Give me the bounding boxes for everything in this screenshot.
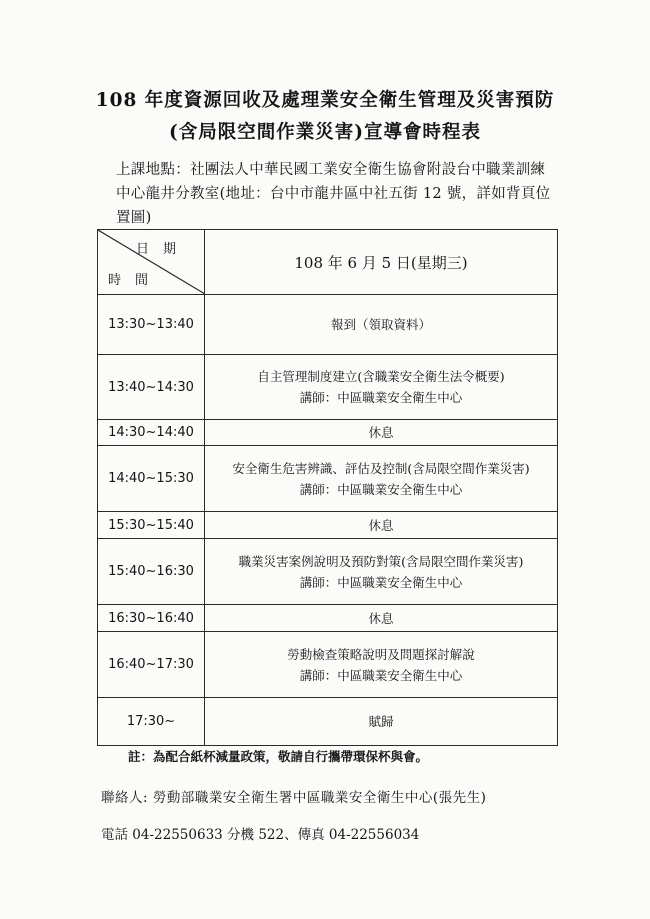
time-cell: 15:40~16:30 xyxy=(98,539,205,605)
time-cell: 17:30~ xyxy=(98,698,205,746)
table-row xyxy=(98,420,558,446)
table-row xyxy=(98,512,558,539)
time-cell: 14:30~14:40 xyxy=(98,420,205,446)
time-cell: 16:30~16:40 xyxy=(98,605,205,632)
topic-text: 賦歸 xyxy=(368,714,394,729)
document-title-line2: (含局限空間作業災害)宣導會時程表 xyxy=(168,122,481,143)
corner-date-label: 日期 xyxy=(135,242,190,257)
table-row xyxy=(98,632,558,698)
table-row xyxy=(98,605,558,632)
note-text: 註：為配合紙杯減量政策，敬請自行攜帶環保杯與會。 xyxy=(128,749,429,764)
topic-cell xyxy=(205,295,558,355)
topic-text: 職業災害案例說明及預防對策(含局限空間作業災害) xyxy=(238,553,524,569)
document-title-line1: 108 年度資源回收及處理業安全衛生管理及災害預防 xyxy=(95,90,555,111)
contact-text: 聯絡人: 勞動部職業安全衛生署中區職業安全衛生中心(張先生) xyxy=(101,790,487,806)
topic-cell xyxy=(205,632,558,698)
corner-time-label: 時間 xyxy=(108,273,163,288)
time-cell: 13:40~14:30 xyxy=(98,355,205,420)
schedule-table xyxy=(97,229,558,746)
table-row xyxy=(98,698,558,746)
topic-text: 休息 xyxy=(368,517,394,533)
topic-text: 勞動檢查策略說明及問題探討解說 xyxy=(287,646,475,662)
date-cell: 108 年 6 月 5 日(星期三) xyxy=(205,230,558,295)
phone-text: 電話 04-22550633 分機 522、傳真 04-22556034 xyxy=(101,827,420,843)
table-header-row xyxy=(98,230,558,295)
table-row xyxy=(98,446,558,512)
lecturer-text: 講師：中區職業安全衛生中心 xyxy=(299,667,463,683)
table-row xyxy=(98,295,558,355)
topic-text: 休息 xyxy=(368,610,394,626)
time-cell: 15:30~15:40 xyxy=(98,512,205,539)
topic-text: 自主管理制度建立(含職業安全衛生法令概要) xyxy=(257,369,505,384)
topic-text: 休息 xyxy=(368,425,394,440)
table-row xyxy=(98,355,558,420)
topic-cell xyxy=(205,698,558,746)
time-cell: 14:40~15:30 xyxy=(98,446,205,512)
topic-cell xyxy=(205,605,558,632)
lecturer-text: 講師：中區職業安全衛生中心 xyxy=(299,481,463,497)
topic-cell xyxy=(205,355,558,420)
topic-text: 安全衛生危害辨識、評估及控制(含局限空間作業災害) xyxy=(232,460,530,476)
time-cell: 13:30~13:40 xyxy=(98,295,205,355)
topic-cell xyxy=(205,446,558,512)
lecturer-text: 講師：中區職業安全衛生中心 xyxy=(299,574,463,590)
topic-cell xyxy=(205,539,558,605)
time-cell: 16:40~17:30 xyxy=(98,632,205,698)
location-text: 上課地點：社團法人中華民國工業安全衛生協會附設台中職業訓練中心龍井分教室(地址：台中市龍井區中社五街 12 號，詳如背頁位置圖) xyxy=(116,162,551,226)
table-row xyxy=(98,539,558,605)
topic-cell xyxy=(205,512,558,539)
topic-cell xyxy=(205,420,558,446)
corner-cell xyxy=(98,230,205,295)
lecturer-text: 講師：中區職業安全衛生中心 xyxy=(299,390,463,405)
topic-text: 報到（領取資料） xyxy=(330,317,431,332)
